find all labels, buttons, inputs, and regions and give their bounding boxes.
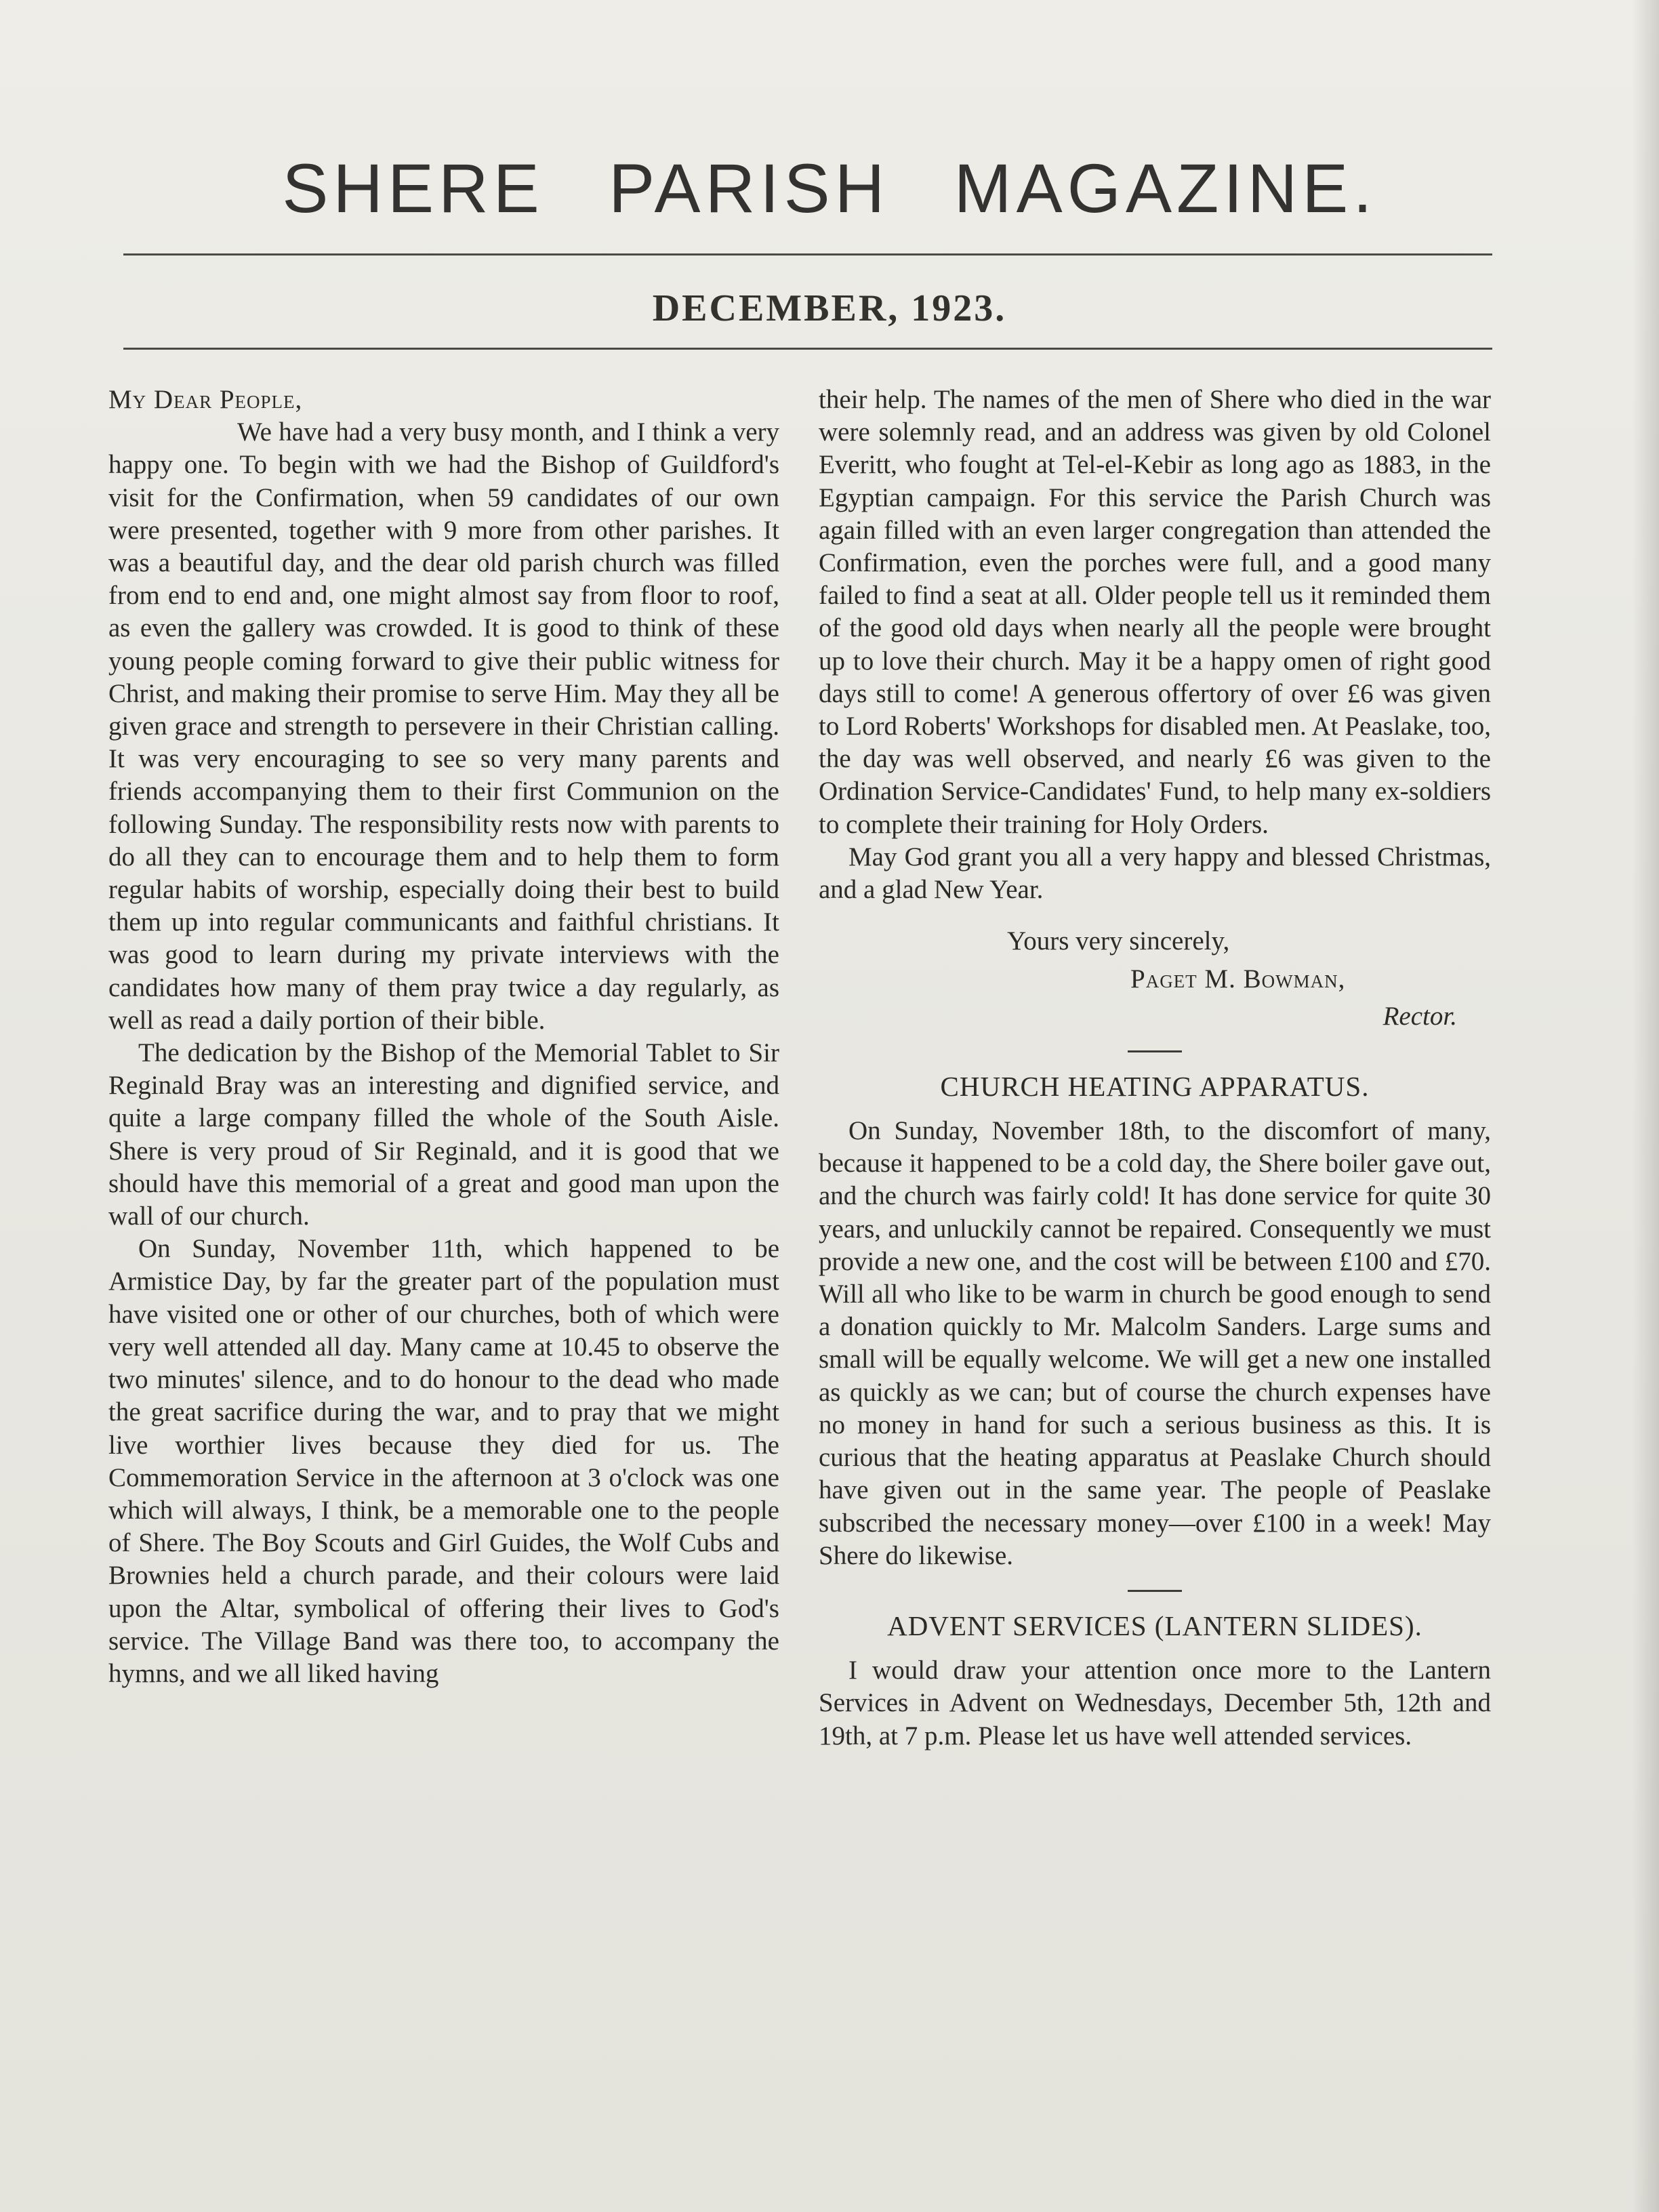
advent-heading: ADVENT SERVICES (LANTERN SLIDES). <box>887 1610 1422 1641</box>
masthead-rule-top <box>123 253 1492 255</box>
masthead-rule-bottom <box>123 348 1492 350</box>
letter-closing: Yours very sincerely, <box>1007 926 1230 956</box>
left-column <box>108 384 779 1690</box>
heating-heading: CHURCH HEATING APPARATUS. <box>940 1070 1370 1102</box>
letter-paragraph-confirmation: We have had a very busy month, and I think a very happy one. To begin with we had the Bishop of Guildford's visit for the Confirmation, when 59 candidates of our own were presented, together with 9 more from other parishes. It was a beautiful day, and the dear old parish church was filled from end to end and, one might almost say from floor to roof, as even the gallery was crowded. It is good to think of these young people coming forward to give their public witness for Christ, and making their promise to serve Him. May they all be given grace and strength to persevere in their Christian calling. It was very encouraging to see so very many parents and friends accompanying them to their first Communion on the following Sunday. The responsibility rests now with parents to do all they can to encourage them and to help them to form regular habits of worship, especially doing their best to build them up into regular communicants and faithful christians. It was good to learn during my private interviews with the candidates how many of them pray twice a day regularly, as well as read a daily portion of their bible. <box>108 417 779 1035</box>
letter-signature: Paget M. Bowman, <box>1130 964 1346 994</box>
section-separator <box>1128 1050 1182 1052</box>
letter-signatory-title: Rector. <box>1382 1001 1457 1031</box>
letter-paragraph-armistice-continued: their help. The names of the men of Shere who died in the war were solemnly read, and an address was given by old Colonel Everitt, who fought at Tel-el-Kebir as long ago as 1883, in the Egyptian campaign. For this service the Parish Church was again filled with an even larger congregation than attended the Confirmation, even the porches were full, and a good many failed to find a seat at all. Older people tell us it reminded them of the good old days when nearly all the people were brought up to love their church. May it be a happy omen of right good days still to come! A generous offertory of over £6 was given to Lord Roberts' Workshops for disabled men. At Peaslake, too, the day was well observed, and nearly £6 was given to the Ordination Service-Candidates' Fund, to help many ex-soldiers to complete their training for Holy Orders. <box>819 385 1491 839</box>
heating-body: On Sunday, November 18th, to the discomfort of many, because it happened to be a cold day, the Shere boiler gave out, and the church was fairly cold! It has done service for quite 30 years, and unluckily cannot be repaired. Consequently we must provide a new one, and the cost will be between £100 and £70. Will all who like to be warm in church be good enough to send a donation quickly to Mr. Malcolm Sanders. Large sums and small will be equally welcome. We will get a new one installed as quickly as we can; but of course the church expenses have no money in hand for such a serious business as this. It is curious that the heating apparatus at Peaslake Church should have given out in the same year. The people of Peaslake subscribed the necessary money—over £100 in a week! May Shere do likewise. <box>819 1116 1491 1570</box>
letter-paragraph-christmas-wish: May God grant you all a very happy and blessed Christmas, and a glad New Year. <box>819 842 1491 905</box>
advent-body: I would draw your attention once more to the Lantern Services in Advent on Wednesdays, December 5th, 12th and 19th, at 7 p.m. Please let us have well attended services. <box>819 1656 1491 1750</box>
magazine-title: SHERE PARISH MAGAZINE. <box>282 150 1377 227</box>
letter-paragraph-armistice: On Sunday, November 11th, which happened to be Armistice Day, by far the greater part of the population must have visited one or other of our churches, both of which were very well attended all day. Many came at 10.45 to observe the two minutes' silence, and to do honour to the dead who made the great sacrifice during the war, and to pray that we might live worthier lives because they died for us. The Commemoration Service in the afternoon at 3 o'clock was one which will always, I think, be a memorable one to the people of Shere. The Boy Scouts and Girl Guides, the Wolf Cubs and Brownies held a church parade, and their colours were laid upon the Altar, symbolical of offering their lives to God's service. The Village Band was there too, to accompany the hymns, and we all liked having <box>108 1234 779 1688</box>
issue-date: DECEMBER, 1923. <box>652 287 1007 329</box>
right-column <box>819 384 1491 1753</box>
letter-salutation: My Dear People, <box>108 385 303 414</box>
letter-paragraph-memorial: The dedication by the Bishop of the Memorial Tablet to Sir Reginald Bray was an interesting and dignified service, and quite a large company filled the whole of the South Aisle. Shere is very proud of Sir Reginald, and it is good that we should have this memorial of a great and good man upon the wall of our church. <box>108 1038 779 1231</box>
section-separator <box>1128 1590 1182 1592</box>
